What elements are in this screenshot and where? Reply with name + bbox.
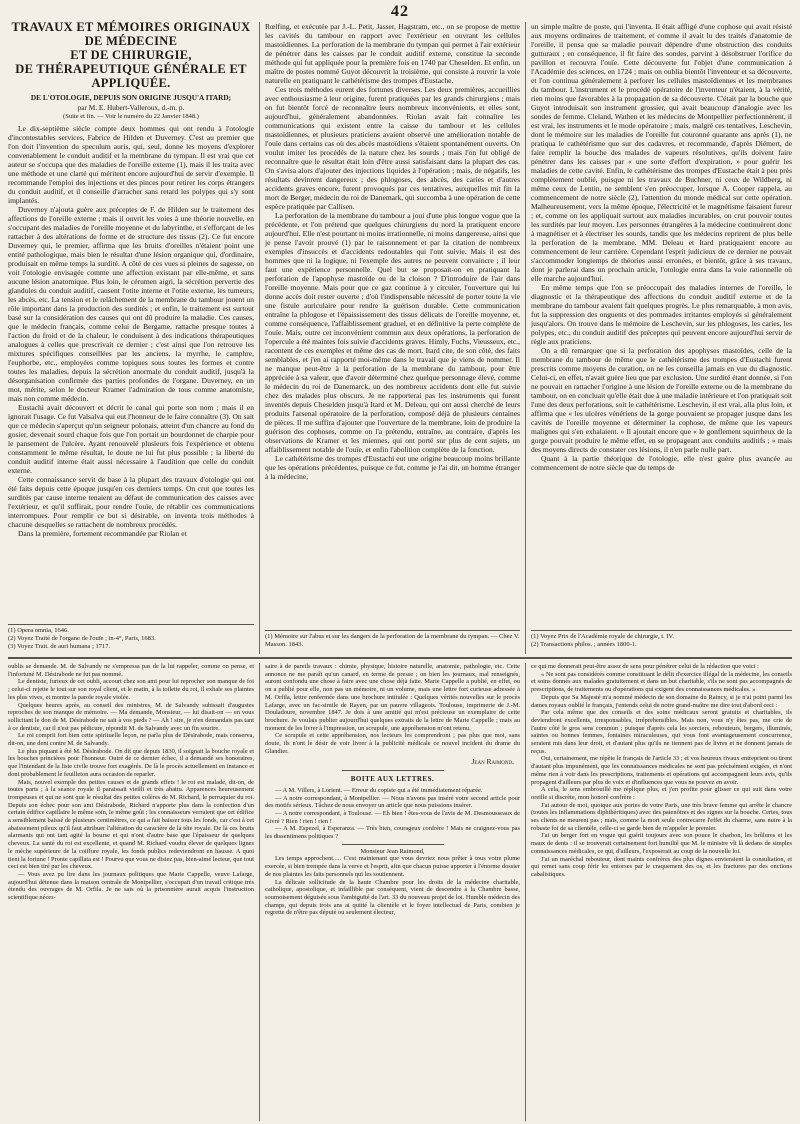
paragraph: Mais, nouvel exemple des petites causes et de grands effets ! le roi est malade, dit-on, de toutes parts ; à la séance royale il paraissait vieilli et très abattu. Apparences heureusement trompeuses et qui ne sont que le résultat des petites colères de M. Richard, le perruquier du roi. Depuis son échec pour son ami Désirabode, Richard n'apporte plus dans la confection d'un certain édifice capillaire le même soin, le même goût ; les connaisseurs verraient que cet édifice a sensiblement baissé de plusieurs centimètres, ce qui a fait baisser tous les fonds, car c'est à cet abaissement pileux qu'il faut attribuer l'altération du caractère de la tête royale. De là ces bruits alarmants qui ont tant agité la bourse et qui n'ont d'autre base que l'épaisseur de quelques cheveux. La santé du roi est excellente, et quand M. Richard voudra élever de quelques lignes le méche supérieure de la coiffure royale, les fonds publics redeviendront en hausse. A quoi tient la fortune ! Pronte capillata est ! Pourvu que vous ne disiez pas, bien-aimé lecteur, que tout ceci est bien tiré par les cheveux. [8, 778, 254, 871]
paragraph: La perforation de la membrane du tambour a joui d'une plus longue vogue que la précédente, et l'on prétend que quelques chirurgiens du nord la pratiquent encore aujourd'hui. Elle n'est pourtant ni moins irrationnelle, ni moins dangereuse, ainsi que je pense l'avoir prouvé (1) par le raisonnement et par la citation de nombreux exemples d'insuccès et d'accidents redoutables qui l'ont suivie. Mais il est des hommes que ni la logique, ni l'exemple des autres ne peuvent convaincre ; il leur faut une expérience personnelle. Quel but se proposait-on en pratiquant la perforation de l'apophyse mastoïde ou de la cloison ? D'introduire de l'air dans l'oreille moyenne. Mais pour que ce gaz continue à y circuler, l'ouverture qui lui donne accès doit rester ouverte ; d'où l'indispensable nécessité de porter toute la vie une fistule auriculaire pour rendre la guérison durable. Cette communication entraîne la phlogose et l'épaississement des tissus délicats de l'oreille moyenne, et, comme conséquence, l'affaiblissement graduel, et en définitive la perte complète de l'ouïe. Mais, outre cet inconvénient commun aux deux opérations, la perforation de l'opercule a été maintes fois suivie d'accidents graves. Himly, Fuchs, Vieusseux, etc., racontent de ces exemples et même des cas de mort. Itard cite, de son côté, des faits semblables, et j'en ai rapporté moi-même dans le travail que je viens de nommer. Il ne manque peut-être à la perforation de la membrane du tambour, pour être appréciée à sa valeur, que d'avoir déterminé chez quelque personnage élevé, comme le médecin du roi de Danemarck, un des nombreux accidents dont elle fut suivie chez des malades plus obscurs. Je ne rapporterai pas les instruments qui furent inventés depuis Cheselden jusqu'à Itard et M. Deleau, qui ont aussi cherché de leurs produits l'arsenal opératoire de la perforation, composé déjà de plusieurs centaines de pièces. Il me suffira d'ajouter que l'ouverture de la membrane, loin de produire la guérison des cophoses, comme on l'a prétendu, entraîne, au contraire, d'après les observations de Kramer et les miennes, qui ont porté sur plus de cent sujets, un affaiblissement notable de l'ouïe, et enfin l'abolition complète de la fonction. [265, 211, 520, 454]
footnote: (2) Voyez Traité de l'organe de l'ouïe ; in-4°, Paris, 1683. [8, 635, 156, 642]
article-headline [8, 20, 254, 90]
headline-line-1: TRAVAUX ET MÉMOIRES ORIGINAUX DE MÉDECINE [11, 20, 251, 48]
paragraph: un simple maître de poste, qui l'inventa. Il était affligé d'une cophose qui avait résisté aux moyens ordinaires de traitement, et comme il avait lu des traités d'anatomie de l'oreille, il pensa que sa maladie pouvait dépendre d'une obstruction des conduits gutturaux ; en conséquence, il fit faire des sondes, parvint à désobstruer l'orifice du pavillon et recouvra l'ouïe. Cette découverte fut l'objet d'une communication à l'Académie des sciences, en 1724 ; mais on oublia bientôt l'inventeur et sa découverte, et l'on continua généralement à perforer les cellules mastoïdiennes et les membranes du tambour. L'instrument et le procédé opératoire de l'inventeur n'étaient, à la vérité, rien moins que favorables à la propagation de sa découverte. C'était par la bouche que Guyot introduisait son instrument grossier, qui avait beaucoup d'analogie avec les sondes de femme. Cleland, Wathen et les médecins de Montpellier perfectionnèrent, il est vrai, les instruments et le mode opératoire ; mais, malgré ces tentatives, Leschevin, dont le mémoire sur les maladies de l'oreille fut couronné quarante ans après (1), ne pratiqua le cathétérisme que sur des cadavres, et recommande, d'après Diémert, de faire remplir la bouche des malades de vapeurs résolutives, qu'ils doivent faire pénétrer dans les caisses par « une sorte d'effort d'expiration, » pour guérir les maladies de cette cavité. Enfin, le cathétérisme des trompes d'Eustache était à peu près complètement oublié, puisque ni les travaux de Buchner, ni ceux de Wildberg, ni même ceux de Lentin, ne semblent s'en préoccuper, lorsque A. Cooper rappela, au commencement de notre siècle (2), l'attention du monde médical sur cette opération. Malheureusement, vers la même époque, l'électricité et le magnétisme faisaient fureur ; et, comme on les appliquait surtout aux maladies incurables, on crut pouvoir toutes les surdités par leur moyen. Les personnes étrangères à la médecine continuèrent donc à magnétiser et à électriser les sourds, tandis que les médecins reprirent de plus belle la perforation de la membrane. MM. Deleau et Itard pratiquaient encore au commencement de leur carrière. Cependant l'esprit judicieux de ce dernier ne pouvait s'accommoder longtemps de théories aussi erronées, et bientôt, grâce à ses travaux, dont je parlerai dans un prochain article, l'otologie entra dans la voie rationnelle où elle marche aujourd'hui. [531, 22, 792, 283]
section-rule [342, 770, 444, 771]
paragraph: On a dû remarquer que si la perforation des apophyses mastoïdes, celle de la membrane du tambour de même que le cathétérisme des trompes d'Eustachi furent prescrits comme moyens de curation, on ne les conseilla jamais en vue du diagnostic. Celui-ci, en effet, n'avait guère lieu que par exclusion. Une surdité étant donnée, si l'on ne pouvait en rattacher l'origine à une lésion de l'oreille externe ou de la membrane du tambour, on en concluait qu'elle était due à une maladie intérieure et l'on pratiquait soit l'une des deux perforations, soit le cathétérisme. Leschevin, il est vrai, alla plus loin, et affirma que « les ulcères vénériens de la gorge pouvaient se propager jusque dans les cavités de l'oreille moyenne et déterminer la cophose, de même que les vapeurs malignes qui s'en exhalaient. » Il ajoutait encore que « le gonflement squirrheux de la gorge pouvait produire le même effet, en se propageant aux conduits auditifs ; » mais des moyens directs de constater ces lésions, il n'en parle nulle part. [531, 346, 792, 454]
paragraph: Oui, certainement, me répète le français de l'article 33 ; et vos heureux rivaux entreprient ou tirent d'autant plus impunément, que les connaissances médicales ne sont pas précisément exigées, et n'ont même rien à voir dans les prescriptions, traitements et opérations qui accompagnent leurs avis, qu'ils propagent d'ailleurs par plus de voix et d'influences que vous ne pouvez en avoir. [531, 755, 792, 786]
mailbox-heading: BOITE AUX LETTRES. [350, 775, 435, 784]
feuilleton-separator [8, 657, 792, 659]
paragraph: oublis se demande. M. de Salvandy ne s'empressa pas de la lui rappeler, comme on pense, et l'infortuné M. Désirabode ne fut pas nommé. [8, 663, 254, 678]
column-divider [259, 22, 260, 654]
article-subtitle: DE L'OTOLOGIE, DEPUIS SON ORIGINE JUSQU'A ITARD; [30, 93, 232, 102]
footnotes-column-1 [8, 624, 254, 651]
headline-line-2: ET DE CHIRURGIE, [70, 48, 192, 62]
paragraph: Dans la première, fortement recommandée par Riolan et [18, 529, 187, 538]
footnotes-column-2 [265, 630, 520, 649]
paragraph: Duverney n'ajouta guère aux préceptes de F. de Hilden sur le traitement des affections de l'oreille externe ; mais il ouvrit les voies à une théorie nouvelle, en s'occupant des maladies de l'oreille moyenne et du labyrinthe, et s'efforçant de les rattacher à des altérations de forme et de structure des tissus (2). Ce fut encore Duverney qui, le premier, affirma que les bruits d'oreilles n'étaient point une entité pathologique, mais bien le résultat d'une lésion organique qui, d'ordinaire, produisait en même temps la surdité. A côté de ces vues si pleines de sagesse, on voit l'otologie envisagée comme une affection existant par elle-même, et sans aucune lésion anatomique. Plus loin, le cérumen aigri, la sécrétion pervertie des glandules du conduit auditif, causent l'otite interne et l'otite externe, les tumeurs, les abcès, etc. La tension et le relâchement de la membrane du tambour jouent un rôle important dans la production des surdités ; et enfin, le traitement est surtout basé sur la considération des causes qui ont dû produire la maladie. Ces causes, que le médecin français, comme celui de Bergame, rattache presque toutes à l'action du froid et de la chaleur, le conduisent à des indications thérapeutiques analogues à celles que prescrivait ce dernier ; c'est ainsi que l'on retrouve les mixtures spécifiques conseillées par les anciens, la myrrhe, le camphre, l'euphorbe, etc., employées comme topiques sous toutes les formes et contre toutes les maladies, depuis la sécrétion anormale du conduit auditif, jusqu'à la désorganisation confirmée des parties profondes de l'organe. Duverney, en un mot, mérite, selon le docteur Kramer l'admiration de tous comme anatomiste, mais non comme médecin. [8, 205, 254, 403]
paragraph: J'ai un berger fort en vogue qui guérit toujours avec son pouce le charbon, les brûlures et les maux de dents : il se trouverait certainement fort humilié que M. le ministre vît là dedans de simples connaissances médicales, ce qui, d'ailleurs, l'exposerait au coup de la nouvelle loi. [531, 832, 792, 855]
paragraph: Le dentiste, furieux de cet oubli, accourt chez son ami pour lui reprocher son manque de foi ; celui-ci rejette le tout sur son royal client, et le matin, à la toilette du roi, il exhale ses plaintes les plus vives, et montre la parole royale violée. [8, 678, 254, 701]
footnote: (1) Opera omnia, 1646. [8, 627, 69, 634]
paragraph: Ce scrupule et cette appréhension, nos lecteurs les comprendront ; pas plus que moi, sans doute, ils n'ont le désir de voir livrer à la publicité médicale ce nouvel incident du drame du Glandier. [265, 732, 520, 755]
paragraph: ce qui me donnerait peut-être assez de sens pour pénétrer celui de la rédaction que voici : [531, 663, 759, 670]
paragraph: J'ai un maréchal rebouteur, dont maints confrères des plus dignes envieraient la consultation, et qui remet sans coup férir les entorses par le craquement des os, et les fractures par des onctions cabalistiques. [531, 855, 792, 878]
footnote: (2) Transactions philos. ; années 1800-1. [531, 641, 637, 648]
paragraph: Ces trois méthodes eurent des fortunes diverses. Les deux premières, accueillies avec enthousiasme à leur origine, furent pratiquées par les grands chirurgiens ; mais on fut bientôt forcé de reconnaître leurs nombreux inconvénients, et elles sont, aujourd'hui, généralement abandonnées. Riolan avait fait connaître les communications qui existent entre la caisse du tambour et les cellules mastoïdiennes, et plusieurs praticiens avaient observé une amélioration notable de l'ouïe dans certains cas où des abcès mastoïdiens s'étaient spontanément ouverts. On voulut imiter les procédés de la nature chez les sourds ; mais l'on fut obligé de reconnaître que le résultat était loin d'être aussi satisfaisant dans la plupart des cas. On s'avisa alors d'ajouter des injections liquides à l'opération ; mais, de négatifs, les résultats devinrent dangereux ; des phlogoses, des abcès, des caries et d'autres accidents graves encore, furent provoqués par ces tentatives, auxquelles mit fin la mort de Berger, médecin du roi de Danemark, qui succomba à une opération de cette espèce pratiquée par Callisen. [265, 85, 520, 211]
paragraph: En même temps que l'on se préoccupait des maladies internes de l'oreille, le diagnostic et la thérapeutique des affections du conduit auditif externe et de la membrane du tambour avaient fait quelques progrès. Le plus remarquable, à mon avis, fut la suppression des onguents et des pommades irritantes employés si généralement jusqu'alors. On trouve dans le mémoire de Leschevin, sur les phlogoses, les caries, les polypes, etc., du conduit auditif des préceptes qui peuvent encore aujourd'hui servir de règle aux praticiens. [531, 283, 792, 346]
footnote: (3) Voyez Trait. de auri humana ; 1717. [8, 643, 111, 650]
paragraph: Le dix-septième siècle compte deux hommes qui ont rendu à l'otologie d'incontestables services, Fabrice de Hilden et Duverney. C'est au premier que l'on doit l'invention du speculum auris, qui, seul, donne les moyens d'explorer convenablement le conduit auditif et la membrane du tympan. Il est vrai que cet auteur se s'occupa que des maladies de l'oreille externe (1), mais il les traita avec une méthode et une clarté qui méritent encore aujourd'hui de servir d'exemple. Il recommande l'emploi des injections et des pinces pour retirer les corps étrangers du conduit auditif, et il conseille d'arracher sans retard les polypes qui s'y sont implantés. [8, 124, 254, 205]
footnote: (1) Mémoire sur l'abus et sur les dangers de la perforation de la membrane du tympan. — Chez V. Masson. 1843. [265, 633, 520, 648]
article-column-2 [265, 22, 520, 626]
feuilleton-column-2 [265, 663, 520, 1121]
page-number: 42 [391, 3, 409, 20]
article-byline: par M. E. Hubert-Valleroux, d.-m. p. [77, 103, 185, 112]
column-divider [525, 663, 526, 1121]
letter-salutation: Monsieur Jean Raimond, [360, 847, 425, 855]
paragraph: Par cela même que des conseils et des soins médicaux seront gratuits et charitables, ils deviendront excellents, irresponsables, irréprehensibles. Mais non, vous n'y êtes pas, me crie de l'autre côté le gros sens commun ; puisque d'après cela les sorciers, rebouteurs, bergers, illuminés, saintes ou bonnes femmes, fontaines miraculeuses, qui vous font avantageusement concurrence, seraient mis dans leur droit, et d'autant plus qu'ils ne tiennent pas de livres et ne donnent jamais de reçus. [531, 709, 792, 755]
paragraph: Les temps approchent..... C'est maintenant que vous devriez nous prêter à tous votre plume exercée, si bien trempée dans la verve et l'esprit, afin que chacun puisse apporter à l'énorme dossier de nos plaintes les faits personnels qui les soutiennent. [265, 855, 520, 878]
paragraph: Le cathétérisme des trompes d'Eustachi eut une origine beaucoup moins brillante que les opérations précédentes, puisque ce fut, comme je l'ai dit, un homme étranger à la médecine, [265, 454, 520, 481]
mailbox-entry: — A M. Villers, à Lorient. — Erreur du copiste qui a été immédiatement réparée. [275, 786, 483, 794]
paragraph: Quant à la partie théorique de l'otologie, elle n'est guère plus avancée au commencement de notre siècle que du temps de [531, 454, 792, 472]
paragraph: « Ne sont pas considérés comme constituant le délit d'exercice illégal de la médecine, les conseils et soins donnés aux malades gratuitement et dans un but charitable, s'ils ne sont pas accompagnés de prescriptions, de traitements ou d'opérations qui exigent des connaissances médicales. » [531, 670, 792, 694]
mailbox-entry: — A notre correspondant, à Montpellier. — Nous n'avons pas inséré votre second article pour des motifs sérieux. Tâchez de nous envoyer un article que nous puissions insérer. [265, 794, 520, 810]
article-column-3 [531, 22, 792, 626]
paragraph: saire à de pareils travaux : chimie, physique, histoire naturelle, anatomie, pathologie, etc. Cette annonce ne me paraît qu'un canard, en terme de presse ; on bien les journaux, mal renseignés, auront confondu une chose à faire avec une chose déjà faite. Marie Cappelle a publié, en effet, ou on a publié pour elle, non pas un mémoire, ni un volume, mais une lettre fort curieuse adressée à M. Orfila, lettre renfermée dans une brochure intitulée : Quelques vérités nouvelles sur le procès Lafarge, avec un fac-simile de Rayen, par un pauvre villageois. Toulouse, imprimerie de J.-M. Douladoure, novembre 1847. Je dois à une amitié qui m'est précieuse un exemplaire de cette brochure. Je voulais publier aujourd'hui quelques extraits de la lettre de Marie Cappelle ; mais au moment de les livrer à l'impression, un scrupule, une appréhension m'ont retenu. [265, 663, 520, 732]
column-divider [259, 663, 260, 1121]
paragraph: Le roi comprit fort bien cette spirituelle leçon, ne parla plus de Désirabode, mais conserva, dit-on, une dent contre M. de Salvandy. [8, 732, 254, 748]
section-rule [342, 844, 444, 845]
mailbox-entry: — A notre correspondant, à Toulouse. — Eh bien ! êtes-vous de l'avis de M. Desmousseaux de Givré ? Rien ! rien ! rien ! [265, 809, 520, 825]
column-divider [525, 22, 526, 654]
feuilleton-column-1 [8, 663, 254, 1121]
paragraph: — Vous avez pu lire dans les journaux politiques que Marie Cappelle, veuve Lafarge, aujourd'hui détenue dans la maison centrale de Montpellier, s'occupait d'un travail critique très étendu des ouvrages de M. Orfila. Je ne sais où la prisonnière aurait acquis l'instruction scientifique néces- [8, 870, 254, 902]
continuation-note: (Suite et fin. — Voir le numéro du 22 Janvier 1848.) [63, 113, 199, 120]
paragraph: Cette connaissance servit de base à la plupart des travaux d'otologie qui ont été faits depuis cette époque jusqu'en ces derniers temps. On crut que toutes les surdités par cause interne tenaient au défaut de communication des caisses avec l'extérieur, et qu'il suffirait, pour rendre l'ouïe, de rétablir ces communications interrompues. Pour remplir ce but si désirable, on inventa trois méthodes à chacune desquelles se rattachent de nombreux procédés. [8, 475, 254, 529]
paragraph: Quelques heures après, au conseil des ministres, M. de Salvandy subissait d'augustes reproches de son manque de mémoire. — Ma demande, Monsieur, — lui disait-on — en vous sollicitant le don de M. Désirabode ne sait à vos pieds ? — Ah ! sire, je n'en demandais pas tant à ce dentiste, car il n'est pas pédicure, répondit M. de Salvandy avec un fin sourire. [8, 701, 254, 732]
footnotes-column-3 [531, 630, 792, 649]
paragraph: La délicate sollicitude de la haute Chambre pour les droits de la médecine charitable, catholique, apostolique, et infaillible par conséquent, vient de descendre à la Chambre basse, sournoisement déguisée sous l'ambiguïté de l'art. 33 du nouveau projet de loi. Humble médecin des champs, qui depuis trois ans ai quitté la clientèle et le foyer intellectuel de Paris, combien je regrette de n'être pas député ou seulement électeur, [265, 878, 520, 917]
paragraph: A cela, le sens embrouillé me réplique plus, et j'en profite pour glisser ce qui suit dans votre oreille si discrète, mon honoré confrère : [531, 786, 792, 801]
paragraph: Depuis que Sa Majesté m'a nommé médecin de son domaine du Raincy, si je n'ai point parmi les dames royaux oublié le français, j'entends celui de notre grand-maître me dire tout d'abord ceci : [531, 693, 792, 709]
author-signature: Jean Raimond. [471, 757, 514, 767]
mailbox-entry: — A M. Espezel, à Esperanza. — Très bien, courageux confrère ! Mais ne craignez-vous pas les dissentimens politiques ? [265, 825, 520, 841]
paragraph: Rœlfing, et exécutée par J.-L. Petit, Jasser, Hagstram, etc., on se propose de mettre les cavités du tambour en rapport avec l'extérieur en ouvrant les cellules mastoïdiennes. La perforation de la membrane du tympan qui permet à l'air extérieur de pénétrer dans les caisses par le conduit auditif externe, constitue la seconde méthode qui fut appliquée pour la première fois en 1740 par Cheselden. Et enfin, un maître de postes nommé Guyot découvrit la troisième, qui consiste à rouvrir la voie naturelle en pratiquant le cathétérisme des trompes d'Eustache. [265, 22, 520, 85]
footnote: (1) Voyez Prix de l'Académie royale de chirurgie, t. IV. [531, 633, 674, 640]
article-column-1 [8, 20, 254, 620]
paragraph: J'ai autour de moi, quoique aux portes de votre Paris, une très brave femme qui arrête le chancre (toutes les inflammations diphthéritiques) avec des patenôtres et des signes sur la bouche. Certes, tous ses clients ne meurent pas ; mais, comme la mort seule contrecarre l'effet du charme, sans nuire à la robuste foi de sa clientèle, celle-ci se garde bien de m'appeler le premier. [531, 801, 792, 832]
paragraph: Eustachi avait découvert et décrit le canal qui porte son nom ; mais il en ignorait l'usage. Ce fut Valsalva qui eut l'honneur de le faire connaître (3). On sait que ce médecin s'aperçut qu'un seigneur polonais, atteint d'un chancre au fond du gosier, devenait sourd chaque fois que l'on portait un bourdonnet de charpie pour le pansement de l'ulcère. Ayant renouvelé plusieurs fois l'expérience et obtenu constamment le même résultat, le doute ne lui fut plus possible ; la liberté du conduit auditif interne était aussi nécessaire à l'audition que celle du conduit externe. [8, 403, 254, 475]
headline-line-3: DE THÉRAPEUTIQUE GÉNÉRALE ET APPLIQUÉE. [15, 62, 247, 90]
feuilleton-column-3 [531, 663, 792, 1121]
paragraph: Le plus piquant à été M. Désirabode. On dit que depuis 1830, il soignait la bouche royale et les bouches princières pour l'honneur. Outré de ce dernier échec, il a demandé ses honoraires, que l'intendant de la liste civile trouve fort exagérés. De là le procès actuellement en instance et dont probablement le feuilleton aura occasion de reparler. [8, 747, 254, 778]
